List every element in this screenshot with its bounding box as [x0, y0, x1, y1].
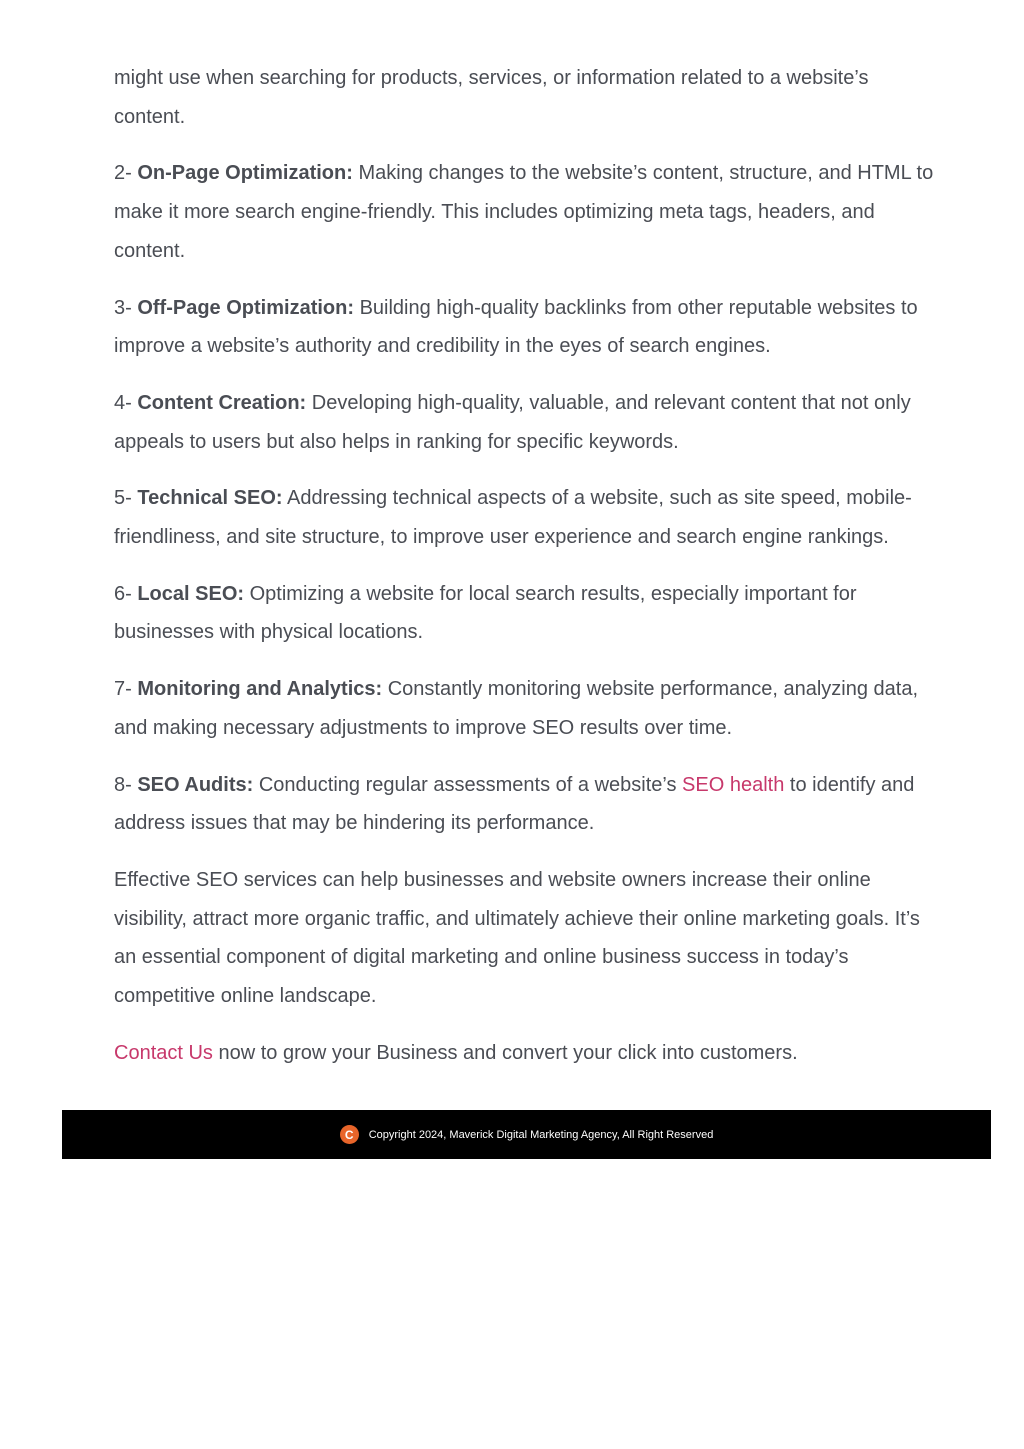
list-item-seo-audits: 8- SEO Audits: Conducting regular assessments of a website’s SEO health to identify and address issues that may be hindering its performance. [114, 773, 915, 835]
contact-us-link[interactable]: Contact Us [114, 1041, 213, 1064]
item-title: Technical SEO: [137, 487, 283, 510]
item-title: Monitoring and Analytics: [137, 678, 383, 701]
maverick-logo-icon: C [340, 1125, 359, 1144]
item-title: Off-Page Optimization: [137, 296, 355, 319]
item-title: Content Creation: [137, 391, 307, 414]
list-item-monitoring-analytics: 7- Monitoring and Analytics: Constantly monitoring website performance, analyzing data, and making necessary adjustments to improve SEO results over time. [114, 678, 919, 739]
summary-paragraph: Effective SEO services can help businesses and website owners increase their online visibility, attract more organic traffic, and ultimately achieve their online marketing goals. It’s an essential component of digital marketing and online business success in today’s competitive online landscape. [114, 868, 920, 1008]
cta-paragraph: Contact Us now to grow your Business and convert your click into customers. [114, 1041, 798, 1064]
seo-health-link[interactable]: SEO health [682, 773, 785, 796]
list-item-content-creation: 4- Content Creation: Developing high-quality, valuable, and relevant content that not only appeals to users but also helps in ranking for specific keywords. [114, 391, 911, 453]
intro-paragraph: might use when searching for products, services, or information related to a website’s content. [114, 67, 869, 128]
site-footer [62, 1110, 991, 1159]
copyright-text: Copyright 2024, Maverick Digital Marketing Agency, All Right Reserved [368, 1128, 714, 1141]
list-item-technical-seo: 5- Technical SEO: Addressing technical aspects of a website, such as site speed, mobile-friendliness, and site structure, to improve user experience and search engine rankings. [114, 487, 912, 549]
list-item-on-page-optimization: 2- On-Page Optimization: Making changes to the website’s content, structure, and HTML to make it more search engine-friendly. This includes optimizing meta tags, headers, and content. [114, 162, 934, 262]
item-title: SEO Audits: [137, 773, 254, 796]
list-item-local-seo: 6- Local SEO: Optimizing a website for local search results, especially important for businesses with physical locations. [114, 582, 857, 644]
item-title: On-Page Optimization: [137, 162, 353, 185]
list-item-off-page-optimization: 3- Off-Page Optimization: Building high-quality backlinks from other reputable websites to improve a website’s authority and credibility in the eyes of search engines. [114, 296, 918, 358]
article-content [114, 59, 940, 1090]
item-title: Local SEO: [137, 582, 245, 605]
